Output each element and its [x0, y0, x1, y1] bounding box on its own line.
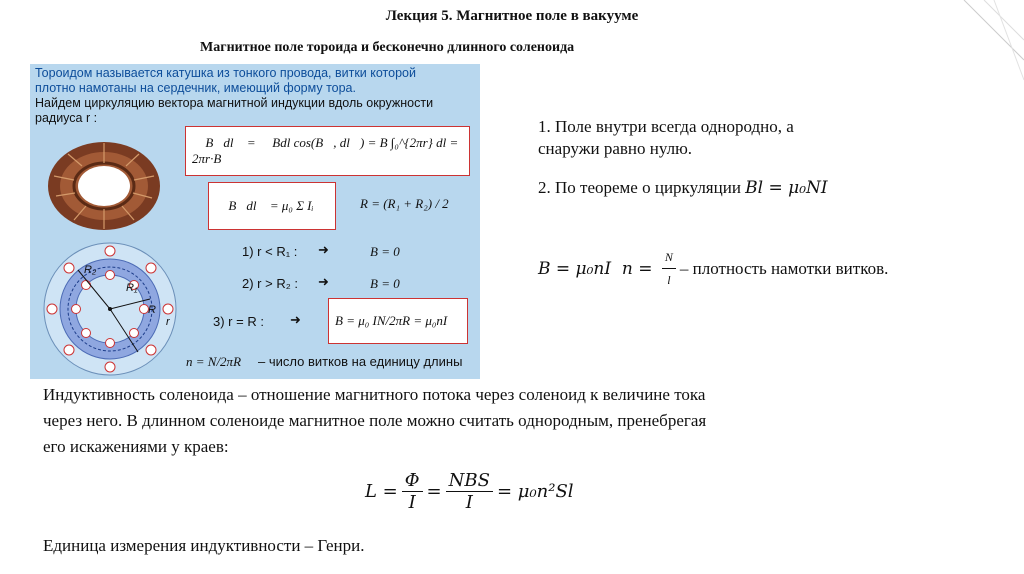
intro-line-1: Тороидом называется катушка из тонкого провода, витки которой: [35, 66, 416, 80]
flux-fraction-num: Φ: [402, 470, 423, 492]
case-1-result: B = 0: [370, 244, 400, 259]
figure-intro: [35, 66, 475, 126]
case-2-result: B = 0: [370, 276, 400, 291]
NBS-fraction-den: I: [465, 492, 473, 513]
intro-line-4: радиуса r :: [35, 111, 98, 125]
page-subtitle: Магнитное поле тороида и бесконечно длинного соленоида: [200, 40, 575, 55]
flux-fraction: [402, 470, 423, 513]
point-2: [538, 177, 828, 199]
L-rhs: = μ₀n²Sl: [496, 481, 574, 502]
circulation-equation: ∮ B⃗dl⃗ = ∮ Bdl cos(B⃗, dl⃗) = B ∫₀^{2πr} dl = 2πr·B: [185, 126, 470, 176]
circulation-theorem-equation: ∮ B⃗dl⃗ = μ₀ Σ Iᵢ: [208, 182, 336, 230]
case-2-arrow-icon: ➜: [318, 274, 329, 289]
label-r: r: [166, 316, 170, 328]
case-1-condition: 1) r < R₁ :: [242, 244, 298, 259]
point-1: [538, 116, 794, 160]
intro-line-3: Найдем циркуляцию вектора магнитной индукции вдоль окружности: [35, 96, 434, 110]
label-R2: R₂: [84, 264, 97, 276]
para-line-3: его искажениями у краев:: [43, 437, 229, 456]
flux-fraction-den: I: [408, 492, 416, 513]
case-3-arrow-icon: ➜: [290, 312, 301, 327]
case-3-result: B = μ₀ IN/2πR = μ₀nI: [328, 298, 468, 344]
para-line-1: Индуктивность соленоида – отношение магнитного потока через соленоид к величине тока: [43, 385, 706, 404]
mean-radius-equation: R = (R₁ + R₂) / 2: [360, 196, 449, 211]
NBS-fraction-num: NBS: [446, 470, 493, 492]
case-1-arrow-icon: ➜: [318, 242, 329, 257]
winding-density-caption: – число витков на единицу длины: [258, 354, 463, 369]
winding-density-definition: n = N/2πR: [186, 354, 242, 369]
case-2-condition: 2) r > R₂ :: [242, 276, 298, 291]
inductance-paragraph: [43, 382, 903, 460]
page-title: Лекция 5. Магнитное поле в вакууме: [385, 8, 639, 24]
inductance-unit-line: Единица измерения индуктивности – Генри.: [43, 536, 365, 555]
toroid-cross-section: [38, 240, 188, 378]
NBS-fraction: [446, 470, 493, 513]
label-R1: R₁: [126, 282, 138, 294]
para-line-2: через него. В длинном соленоиде магнитное поле можно считать однородным, пренебрегая: [43, 411, 707, 430]
B-formula: B = μ₀nI n =: [538, 258, 658, 279]
toroid-coil-image: [44, 136, 164, 236]
case-3-condition: 3) r = R :: [213, 314, 264, 329]
density-formula-line: [538, 246, 888, 291]
L-lhs: L =: [365, 481, 398, 502]
n-fraction: [662, 246, 676, 291]
point-2-text: 2. По теореме о циркуляции: [538, 178, 746, 197]
label-R: R: [148, 304, 156, 316]
point-1-line-1: 1. Поле внутри всегда однородно, а: [538, 117, 794, 136]
n-fraction-num: N: [662, 246, 676, 269]
toroid-figure: [30, 64, 480, 379]
inductance-formula: [365, 470, 574, 513]
point-2-formula: Bl = μ₀NI: [745, 178, 828, 198]
density-text: – плотность намотки витков.: [679, 258, 889, 278]
point-1-line-2: снаружи равно нулю.: [538, 139, 693, 158]
n-fraction-den: l: [667, 273, 671, 287]
L-equals: =: [426, 481, 442, 502]
intro-line-2: плотно намотаны на сердечник, имеющий форму тора.: [35, 81, 356, 95]
